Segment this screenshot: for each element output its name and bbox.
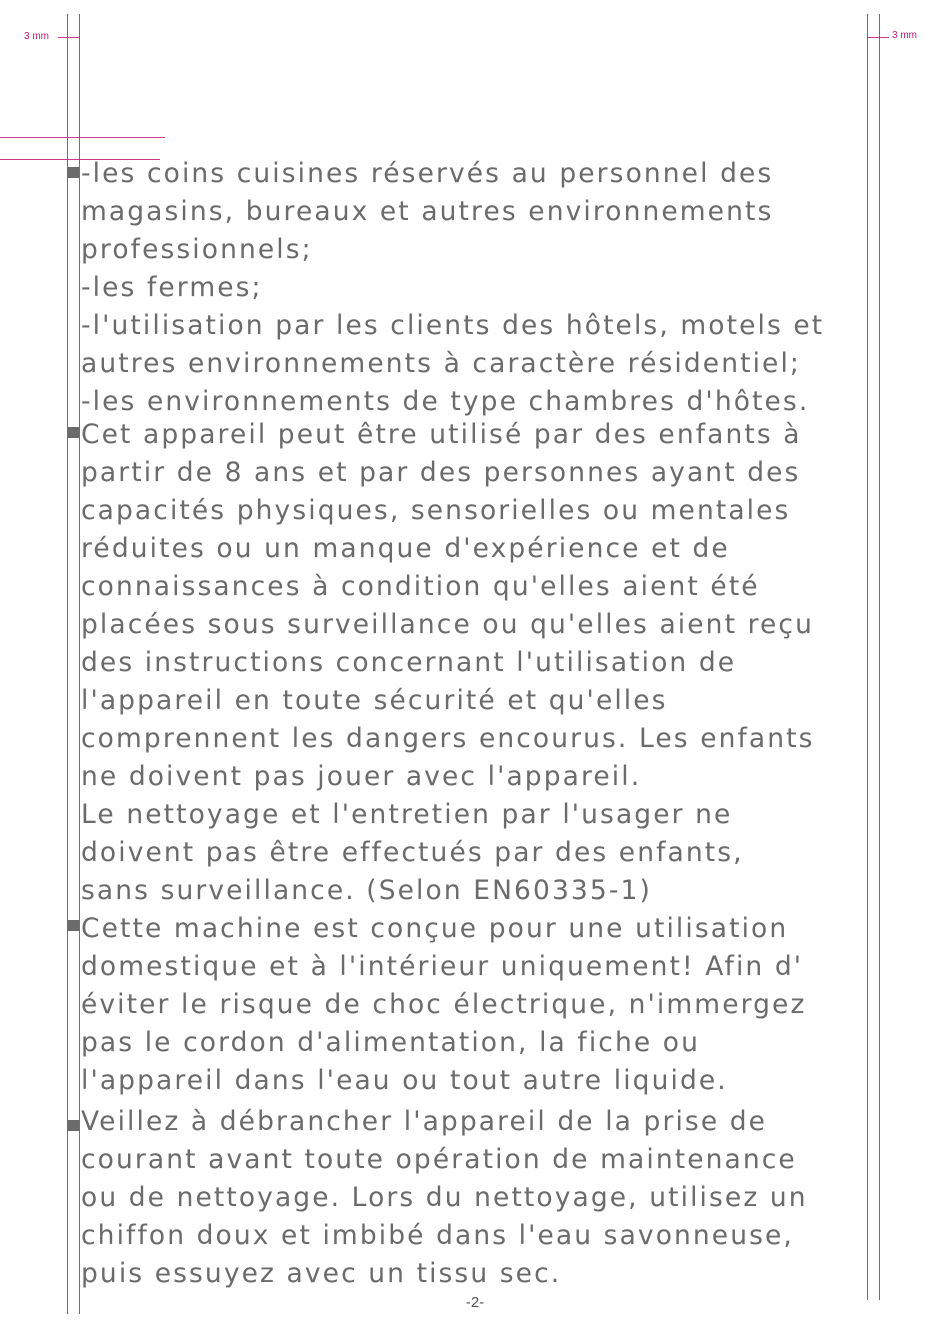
crop-guide-top-upper: [0, 137, 165, 138]
crop-guide-right-inner: [867, 14, 868, 1300]
text-line: Cette machine est conçue pour une utilisation: [81, 913, 789, 944]
text-line: placées sous surveillance ou qu'elles aient reçu: [81, 609, 814, 640]
text-line: Le nettoyage et l'entretien par l'usager ne: [81, 799, 733, 830]
text-line: magasins, bureaux et autres environnements: [81, 196, 774, 227]
text-line: sans surveillance. (Selon EN60335-1): [81, 875, 652, 906]
margin-tick-left: [58, 37, 80, 38]
text-line: autres environnements à caractère résidentiel;: [81, 348, 801, 379]
text-line: connaissances à condition qu'elles aient été: [81, 571, 760, 602]
bullet-square-icon: [68, 167, 79, 178]
text-line: Cet appareil peut être utilisé par des enfants à: [81, 419, 802, 450]
text-line: partir de 8 ans et par des personnes ayant des: [81, 457, 801, 488]
crop-guide-left-outer: [67, 14, 68, 1314]
margin-label-left: 3 mm: [24, 31, 49, 42]
text-line: -les environnements de type chambres d'hôtes.: [81, 386, 810, 417]
text-line: domestique et à l'intérieur uniquement! Afin d': [81, 951, 804, 982]
text-line: doivent pas être effectués par des enfants,: [81, 837, 744, 868]
text-line: Veillez à débrancher l'appareil de la prise de: [81, 1106, 768, 1137]
text-line: chiffon doux et imbibé dans l'eau savonneuse,: [81, 1220, 794, 1251]
text-line: courant avant toute opération de maintenance: [81, 1144, 797, 1175]
crop-guide-left-inner: [79, 14, 80, 1314]
text-line: pas le cordon d'alimentation, la fiche ou: [81, 1027, 700, 1058]
text-line: l'appareil dans l'eau ou tout autre liquide.: [81, 1065, 728, 1096]
text-line: ne doivent pas jouer avec l'appareil.: [81, 761, 642, 792]
text-line: puis essuyez avec un tissu sec.: [81, 1258, 562, 1289]
bullet-square-icon: [68, 1120, 79, 1131]
margin-label-right: 3 mm: [892, 30, 917, 41]
text-line: -les fermes;: [81, 272, 263, 303]
bullet-square-icon: [68, 427, 79, 438]
text-line: capacités physiques, sensorielles ou mentales: [81, 495, 791, 526]
text-line: ou de nettoyage. Lors du nettoyage, utilisez un: [81, 1182, 808, 1213]
text-line: professionnels;: [81, 234, 313, 265]
text-line: des instructions concernant l'utilisation de: [81, 647, 737, 678]
bullet-square-icon: [68, 920, 79, 931]
page-number: -2-: [465, 1294, 485, 1311]
crop-guide-right-outer: [879, 14, 880, 1300]
text-line: l'appareil en toute sécurité et qu'elles: [81, 685, 668, 716]
text-line: réduites ou un manque d'expérience et de: [81, 533, 730, 564]
text-line: comprennent les dangers encourus. Les enfants: [81, 723, 815, 754]
margin-tick-right: [867, 37, 889, 38]
text-line: éviter le risque de choc électrique, n'immergez: [81, 989, 807, 1020]
text-line: -les coins cuisines réservés au personnel des: [81, 158, 774, 189]
text-line: -l'utilisation par les clients des hôtels, motels et: [81, 310, 825, 341]
